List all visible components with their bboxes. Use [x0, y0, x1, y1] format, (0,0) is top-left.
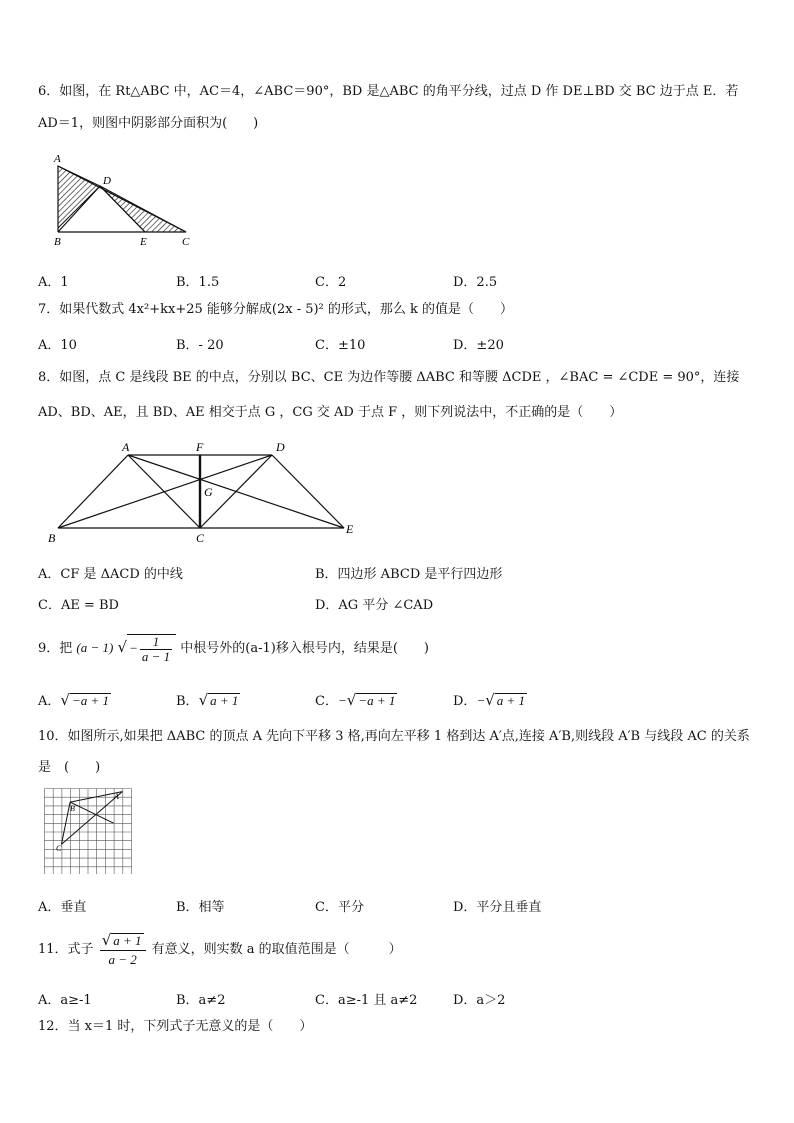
- q9-option-d-radicand: a + 1: [496, 693, 526, 708]
- q9-option-c[interactable]: [315, 690, 397, 709]
- q9-prefix: 9．把: [38, 641, 73, 656]
- q6-line1: 6．如图，在 Rt△ABC 中，AC＝4，∠ABC＝90°，BD 是△ABC 的角平分线，过点 D 作 DE⊥BD 交 BC 边于点 E．若: [38, 84, 739, 99]
- q9-suffix: 中根号外的(a-1)移入根号内，结果是( ): [180, 641, 429, 656]
- q9-option-d-radical: √: [485, 691, 495, 709]
- q6-option-c[interactable]: C．2: [315, 275, 347, 290]
- q8-line1: 8．如图，点 C 是线段 BE 的中点，分别以 BC、CE 为边作等腰 ΔABC 和等腰 ΔCDE ，∠BAC = ∠CDE = 90°，连接: [38, 370, 740, 385]
- q11-option-b[interactable]: B．a≠2: [176, 993, 226, 1008]
- q10-option-d[interactable]: D．平分且垂直: [453, 900, 542, 915]
- q10-option-b[interactable]: B．相等: [176, 900, 225, 915]
- q7-option-d[interactable]: D．±20: [453, 338, 504, 353]
- q6-label-B: B: [54, 236, 61, 248]
- q6-label-C: C: [182, 236, 190, 248]
- q9-radical-sign: √: [117, 638, 128, 656]
- q9-radicand: − $\frac{1}{a - 1}$: [127, 634, 176, 664]
- q9-option-d[interactable]: [453, 690, 527, 709]
- q9-option-c-radical: √: [346, 691, 357, 709]
- q8-option-b[interactable]: B．四边形 ABCD 是平行四边形: [315, 567, 503, 582]
- q9-option-c-label: C．: [315, 694, 338, 709]
- q11-radical: √: [101, 930, 112, 949]
- q6-option-a[interactable]: A．1: [38, 275, 69, 290]
- q8-label-C: C: [196, 531, 205, 545]
- q6-line2: AD＝1，则图中阴影部分面积为( ): [38, 116, 259, 131]
- q9-option-a-label: A．: [38, 694, 61, 709]
- q11-option-d[interactable]: D．a＞2: [453, 993, 506, 1008]
- q10-option-c[interactable]: C．平分: [315, 900, 364, 915]
- q8-option-d[interactable]: D．AG 平分 ∠CAD: [315, 598, 434, 613]
- q9-option-a-radical: √: [60, 691, 70, 709]
- q7-option-b[interactable]: B．- 20: [176, 338, 224, 353]
- q8-line2: AD、BD、AE，且 BD、AE 相交于点 G ，CG 交 AD 于点 F ，则下列说法中，不正确的是（ ）: [38, 405, 623, 420]
- q8-label-F: F: [196, 440, 204, 454]
- q6-label-D: D: [103, 175, 111, 187]
- q8-label-E: E: [346, 522, 354, 536]
- q9-option-b-label: B．: [176, 694, 199, 709]
- q10-label-C: C: [56, 844, 62, 853]
- q10-option-a[interactable]: A．垂直: [38, 900, 87, 915]
- q11-text: [38, 930, 758, 970]
- q6-option-b[interactable]: B．1.5: [176, 275, 220, 290]
- q9-option-a-radicand: −a + 1: [71, 693, 109, 708]
- q11-frac-den: a − 2: [108, 951, 137, 967]
- q8-label-D: D: [276, 440, 285, 454]
- q9-fraction: [140, 635, 172, 664]
- q7-option-c[interactable]: C．±10: [315, 338, 366, 353]
- q11-suffix: 有意义，则实数 a 的取值范围是（ ）: [151, 942, 402, 957]
- q7-text: 7．如果代数式 4x²+kx+25 能够分解成(2x - 5)² 的形式，那么 k 的值是（ ）: [38, 302, 514, 317]
- q9-factor: (a − 1): [76, 640, 114, 655]
- q9-option-b-radical: √: [198, 691, 209, 709]
- q12-text: 12．当 x＝1 时，下列式子无意义的是（ ）: [38, 1019, 313, 1034]
- q9-frac-num: 1: [140, 635, 172, 650]
- q7-option-a[interactable]: A．10: [38, 338, 77, 353]
- q11-prefix: 11．式子: [38, 942, 94, 957]
- q9-option-b-radicand: a + 1: [210, 693, 239, 708]
- q10-grid-figure: [44, 788, 134, 874]
- q9-option-b[interactable]: [176, 690, 240, 709]
- q6-label-E: E: [140, 236, 147, 248]
- q6-figure: [50, 152, 200, 252]
- q9-option-d-label: D．: [453, 694, 477, 709]
- q6-label-A: A: [54, 153, 61, 165]
- q10-line2: 是 ( ): [38, 760, 101, 775]
- q11-frac-num: [100, 931, 146, 951]
- q10-label-B: B: [70, 804, 75, 813]
- q6-option-d[interactable]: D．2.5: [453, 275, 498, 290]
- q11-option-a[interactable]: A．a≥-1: [38, 993, 92, 1008]
- q9-option-c-sign: −: [337, 693, 347, 708]
- q9-text: [38, 630, 758, 666]
- q8-label-A: A: [122, 440, 130, 454]
- q9-option-d-sign: −: [476, 693, 486, 708]
- q8-label-G: G: [204, 485, 213, 499]
- q9-frac-den: a − 1: [141, 648, 171, 664]
- q10-label-A: A: [114, 792, 119, 801]
- q9-option-a[interactable]: [38, 690, 111, 709]
- q9-option-c-radicand: −a + 1: [358, 693, 396, 708]
- q8-label-B: B: [48, 531, 56, 545]
- q8-option-a[interactable]: A．CF 是 ΔACD 的中线: [38, 567, 183, 582]
- q8-option-c[interactable]: C．AE = BD: [38, 598, 119, 613]
- q10-line1: 10．如图所示,如果把 ΔABC 的顶点 A 先向下平移 3 格,再向左平移 1 格到达 A′点,连接 A′B,则线段 A′B 与线段 AC 的关系: [38, 729, 750, 744]
- q8-figure: [42, 438, 372, 548]
- q11-option-c[interactable]: C．a≥-1 且 a≠2: [315, 993, 418, 1008]
- q11-fraction: [100, 931, 146, 969]
- q11-radicand: a + 1: [113, 932, 142, 948]
